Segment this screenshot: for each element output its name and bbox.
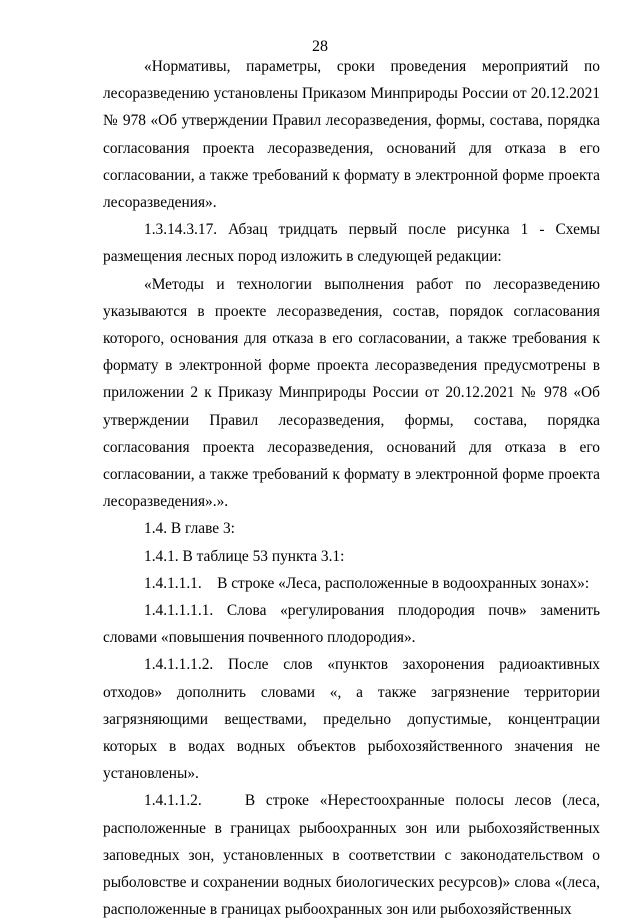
page-number: 28	[312, 38, 328, 55]
paragraph-1-4: 1.4. В главе 3:	[144, 520, 235, 538]
paragraph-1-4-1-1-1: 1.4.1.1.1. В строке «Леса, расположенные в водоохранных зонах»:	[144, 574, 590, 592]
paragraph-1-3-14-3-17: 1.3.14.3.17. Абзац тридцать первый после рисунка 1 - Схемы размещения лесных пород изложить в следующей редакции:	[103, 221, 600, 266]
paragraph-methods-quote: «Методы и технологии выполнения работ по лесоразведению указываются в проекте лесоразведения, состав, порядок согласования которого, основания для отказа в его согласовании, а также требования к формату в электронной форме проекта лесоразведения предусмотрены в приложении 2 к Приказу Минприроды России от 20.12.2021 № 978 «Об утверждении Правил лесоразведения, формы, состава, порядка согласования проекта лесоразведения, оснований для отказа в его согласовании, а также требований к формату в электронной форме проекта лесоразведения».».	[103, 275, 600, 511]
paragraph-normatives-quote: «Нормативы, параметры, сроки проведения мероприятий по лесоразведению установлены Приказом Минприроды России от 20.12.2021 № 978 «Об утверждении Правил лесоразведения, формы, состава, порядка согласования проекта лесоразведения, оснований для отказа в его согласовании, а также требований к формату в электронной форме проекта лесоразведения».	[103, 58, 600, 212]
paragraph-1-4-1-1-1-1: 1.4.1.1.1.1. Слова «регулирования плодородия почв» заменить словами «повышения почвенного плодородия».	[103, 602, 600, 647]
paragraph-1-4-1-1-2: 1.4.1.1.2. В строке «Нерестоохранные полосы лесов (леса, расположенные в границах рыбоохранных зон или рыбохозяйственных заповедных зон, установленных в соответствии с законодательством о рыболовстве и сохранении водных биологических ресурсов)» слова «(леса, расположенные в границах рыбоохранных зон или рыбохозяйственных	[103, 792, 604, 919]
paragraph-1-4-1-1-1-2: 1.4.1.1.1.2. После слов «пунктов захоронения радиоактивных отходов» дополнить словами «, а также загрязнение территории загрязняющими веществами, предельно допустимые, концентрации которых в водах водных объектов рыбохозяйственного значения не установлены».	[103, 656, 600, 783]
document-body	[103, 53, 604, 924]
paragraph-1-4-1: 1.4.1. В таблице 53 пункта 3.1:	[144, 547, 345, 565]
